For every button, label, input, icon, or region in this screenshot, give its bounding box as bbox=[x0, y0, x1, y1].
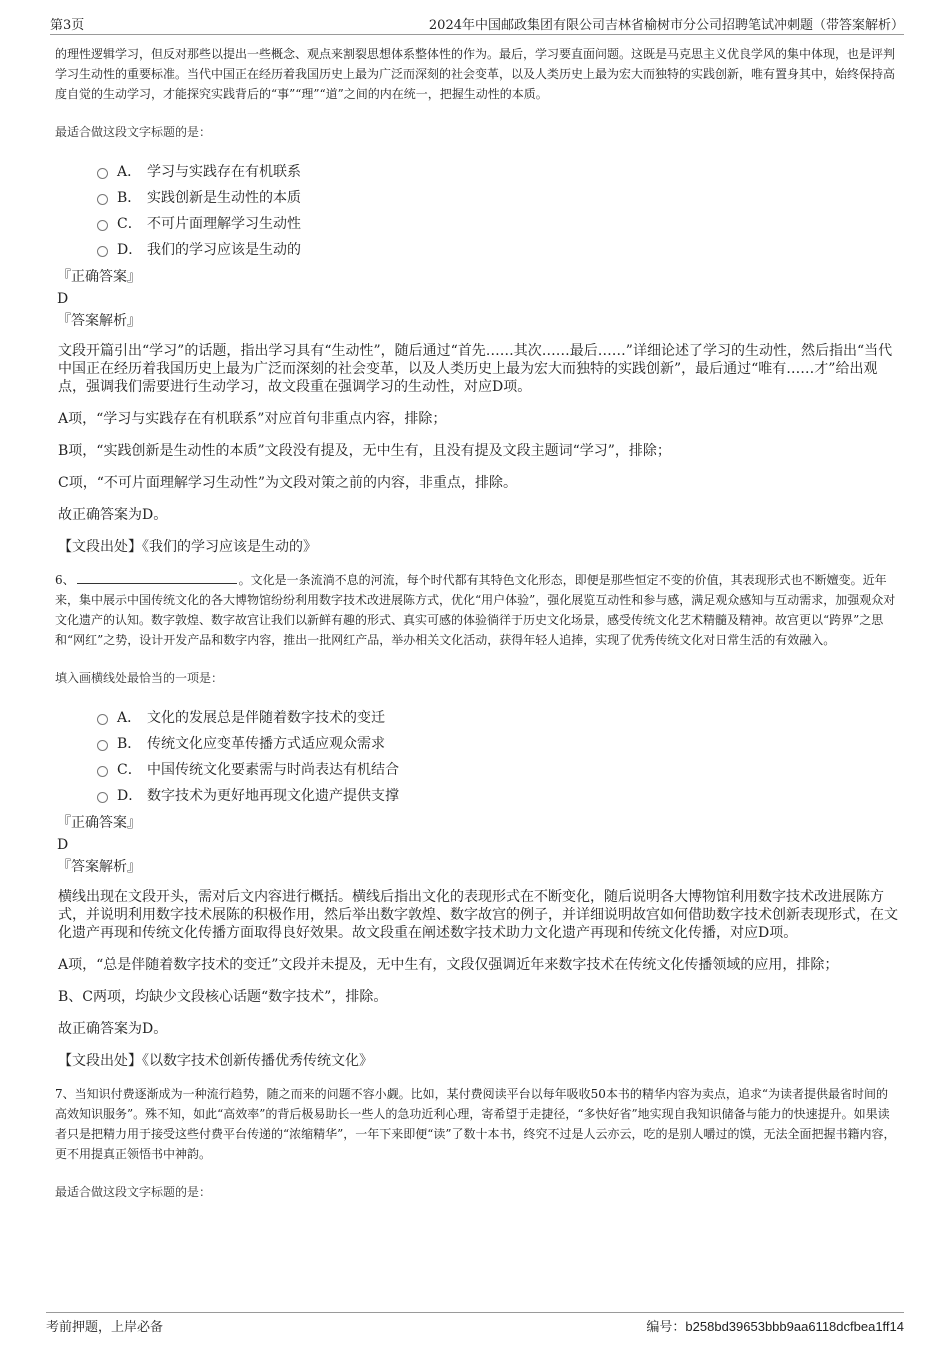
question-6-number: 6、 bbox=[55, 573, 75, 587]
question-7-number: 7、 bbox=[55, 1087, 75, 1101]
analysis-paragraph: 故正确答案为D。 bbox=[58, 1021, 168, 1037]
radio-icon[interactable] bbox=[97, 246, 108, 257]
radio-icon[interactable] bbox=[97, 714, 108, 725]
question-7-passage: 7、当知识付费逐渐成为一种流行趋势，随之而来的问题不容小觑。比如，某付费阅读平台以每年吸收50本书的精华内容为卖点，追求“为读者提供最省时间的高效知识服务”。殊不知，如此“高效率”的背后极易助长一些人的急功近利心理，寄希望于走捷径，“多快好省”地实现自我知识储备与能力的快速提升。如果读者只是把精力用于接受这些付费平台传递的“浓缩精华”，一年下来即便“读”了数十本书，终究不过是人云亦云，吃的是别人嚼过的馍，无法全面把握书籍内容，更不用提真正领悟书中神韵。 bbox=[55, 1087, 896, 1161]
question-6-options bbox=[97, 704, 900, 808]
document-body bbox=[55, 44, 900, 1202]
page-header bbox=[50, 12, 904, 35]
correct-answer-value: D bbox=[57, 837, 69, 853]
answer-analysis-label: 『答案解析』 bbox=[57, 313, 141, 329]
analysis-paragraph: A项，“总是伴随着数字技术的变迁”文段并未提及，无中生有，文段仅强调近年来数字技术在传统文化传播领域的应用，排除； bbox=[58, 957, 839, 973]
radio-icon[interactable] bbox=[97, 194, 108, 205]
footer-slogan: 考前押题，上岸必备 bbox=[46, 1320, 164, 1335]
radio-icon[interactable] bbox=[97, 766, 108, 777]
radio-icon[interactable] bbox=[97, 168, 108, 179]
analysis-paragraph: 横线出现在文段开头，需对后文内容进行概括。横线后指出文化的表现形式在不断变化，随后说明各大博物馆利用数字技术改进展陈方式，并说明利用数字技术展陈的积极作用，然后举出数字敦煌、数字故宫的例子，并详细说明故宫如何借助数字技术创新表现形式，在文化遗产再现和传统文化传播方面取得良好效果。故文段重在阐述数字技术助力文化遗产再现和传统文化传播，对应D项。 bbox=[58, 889, 898, 941]
analysis-paragraph: 故正确答案为D。 bbox=[58, 507, 168, 523]
fill-blank-line bbox=[77, 570, 237, 584]
source-citation: 【文段出处】《我们的学习应该是生动的》 bbox=[58, 539, 317, 555]
correct-answer-label: 『正确答案』 bbox=[57, 269, 141, 285]
question-6-passage: 6、 。文化是一条流淌不息的河流，每个时代都有其特色文化形态，即便是那些恒定不变的价值，其表现形式也不断嬗变。近年来，集中展示中国传统文化的各大博物馆纷纷利用数字技术改进展陈方式，优化“用户体验”，强化展览互动性和参与感，满足观众感知与互动需求，加强观众对文化遗产的认知。数字敦煌、数字故宫让我们以新鲜有趣的形式、真实可感的体验徜徉于历史文化场景，感受传统文化艺术精髓及精神。故宫更以“跨界”之思和“网红”之势，设计开发产品和数字内容，推出一批网红产品，举办相关文化活动，获得年轻人追捧，实现了优秀传统文化对日常生活的有效融入。 bbox=[55, 570, 900, 650]
radio-icon[interactable] bbox=[97, 220, 108, 231]
question-6-prompt: 填入画横线处最恰当的一项是： bbox=[55, 671, 224, 685]
radio-icon[interactable] bbox=[97, 740, 108, 751]
document-code: 编号：b258bd39653bbb9aa6118dcfbea1ff14 bbox=[646, 1319, 904, 1334]
question-5-passage-tail: 的理性逻辑学习，但反对那些以提出一些概念、观点来割裂思想体系整体性的作为。最后，学习要直面问题。这既是马克思主义优良学风的集中体现，也是评判学习生动性的重要标准。当代中国正在经历着我国历史上最为广泛而深刻的社会变革，以及人类历史上最为宏大而独特的实践创新，唯有置身其中，始终保持高度自觉的生动学习，才能探究实践背后的“事”“理”“道”之间的内在统一，把握生动性的本质。 bbox=[55, 47, 896, 101]
question-5-options bbox=[97, 158, 900, 262]
question-6-analysis bbox=[58, 888, 900, 1070]
analysis-paragraph: B、C两项，均缺少文段核心话题“数字技术”，排除。 bbox=[58, 989, 388, 1005]
radio-icon[interactable] bbox=[97, 792, 108, 803]
analysis-paragraph: C项，“不可片面理解学习生动性”为文段对策之前的内容，非重点，排除。 bbox=[58, 475, 518, 491]
option-a[interactable]: A． 学习与实践存在有机联系 bbox=[97, 158, 900, 184]
option-c[interactable]: C． 不可片面理解学习生动性 bbox=[97, 210, 900, 236]
source-citation: 【文段出处】《以数字技术创新传播优秀传统文化》 bbox=[58, 1053, 373, 1069]
option-b[interactable]: B． 实践创新是生动性的本质 bbox=[97, 184, 900, 210]
page-footer bbox=[46, 1312, 904, 1337]
answer-analysis-label: 『答案解析』 bbox=[57, 859, 141, 875]
question-5-analysis bbox=[58, 342, 900, 556]
option-c[interactable]: C． 中国传统文化要素需与时尚表达有机结合 bbox=[97, 756, 900, 782]
question-7-prompt: 最适合做这段文字标题的是： bbox=[55, 1185, 212, 1199]
option-d[interactable]: D． 我们的学习应该是生动的 bbox=[97, 236, 900, 262]
analysis-paragraph: 文段开篇引出“学习”的话题，指出学习具有“生动性”，随后通过“首先……其次……最后……”详细论述了学习的生动性，然后指出“当代中国正在经历着我国历史上最为广泛而深刻的社会变革，以及人类历史上最为宏大而独特的实践创新”，最后通过“唯有……才”给出观点，强调我们需要进行生动学习，故文段重在强调学习的生动性，对应D项。 bbox=[58, 343, 893, 395]
analysis-paragraph: A项，“学习与实践存在有机联系”对应首句非重点内容，排除； bbox=[58, 411, 447, 427]
page-number: 第3页 bbox=[50, 18, 85, 33]
option-b[interactable]: B． 传统文化应变革传播方式适应观众需求 bbox=[97, 730, 900, 756]
question-5-prompt: 最适合做这段文字标题的是： bbox=[55, 125, 212, 139]
document-title: 2024年中国邮政集团有限公司吉林省榆树市分公司招聘笔试冲刺题（带答案解析） bbox=[428, 18, 904, 33]
option-d[interactable]: D． 数字技术为更好地再现文化遗产提供支撑 bbox=[97, 782, 900, 808]
correct-answer-value: D bbox=[57, 291, 69, 307]
correct-answer-label: 『正确答案』 bbox=[57, 815, 141, 831]
analysis-paragraph: B项，“实践创新是生动性的本质”文段没有提及，无中生有，且没有提及文段主题词“学习”，排除； bbox=[58, 443, 671, 459]
option-a[interactable]: A． 文化的发展总是伴随着数字技术的变迁 bbox=[97, 704, 900, 730]
